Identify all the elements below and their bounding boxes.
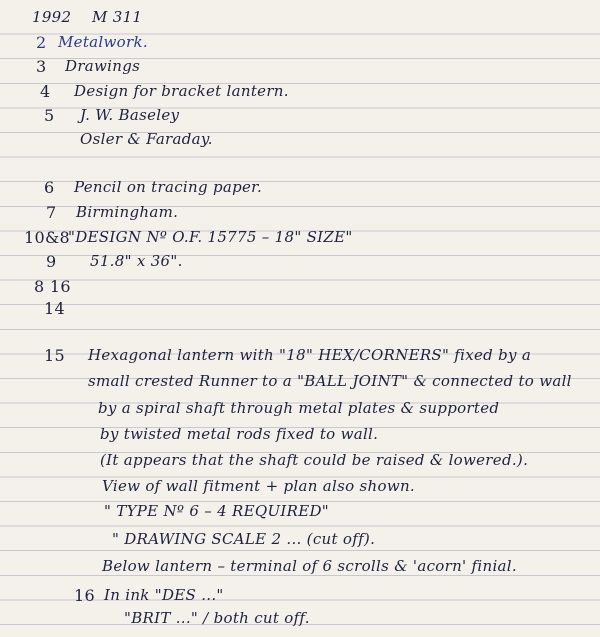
entry-text: In ink "DES ..." (104, 586, 224, 604)
entry-text: 51.8" x 36". (90, 252, 183, 270)
entry-text: Metalwork. (58, 33, 148, 51)
entry-text: Osler & Faraday. (80, 130, 213, 148)
entry-text: Below lantern – terminal of 6 scrolls & 'acorn' finial. (102, 557, 517, 575)
entry-number: 16 (74, 586, 95, 605)
entry-number: 14 (44, 299, 65, 318)
entry-text: Birmingham. (76, 203, 179, 221)
entry-text: J. W. Baseley (80, 106, 180, 124)
entry-text: " TYPE Nº 6 – 4 REQUIRED" (104, 502, 329, 520)
entry-number: 3 (36, 57, 47, 76)
entry-number: 8 16 (34, 277, 71, 296)
entry-number: 2 (36, 33, 47, 52)
entry-text: small crested Runner to a "BALL JOINT" & connected to wall (88, 372, 572, 390)
entry-text: View of wall fitment + plan also shown. (102, 477, 415, 495)
entry-text: by a spiral shaft through metal plates & supported (98, 399, 500, 417)
entry-text: Design for bracket lantern. (74, 82, 289, 100)
entry-number: 4 (40, 82, 51, 101)
entry-text: Pencil on tracing paper. (74, 178, 263, 196)
header-ref: M 311 (92, 8, 143, 26)
entry-text: " DRAWING SCALE 2 ... (cut off). (112, 530, 376, 548)
entry-number: 15 (44, 346, 65, 365)
entry-text: "DESIGN Nº O.F. 15775 – 18" SIZE" (68, 228, 353, 246)
entry-text: "BRIT ..." / both cut off. (124, 609, 310, 627)
entry-text: Drawings (65, 57, 141, 75)
entry-text: by twisted metal rods fixed to wall. (100, 425, 379, 443)
entry-number: 7 (46, 203, 57, 222)
entry-text: Hexagonal lantern with "18" HEX/CORNERS" fixed by a (88, 346, 532, 364)
entry-number: 9 (46, 252, 57, 271)
entry-number: 5 (44, 106, 55, 125)
entry-number: 6 (44, 178, 55, 197)
header-year: 1992 (32, 8, 72, 26)
entry-number: 10&8 (24, 228, 70, 247)
entry-text: (It appears that the shaft could be raised & lowered.). (100, 451, 529, 469)
